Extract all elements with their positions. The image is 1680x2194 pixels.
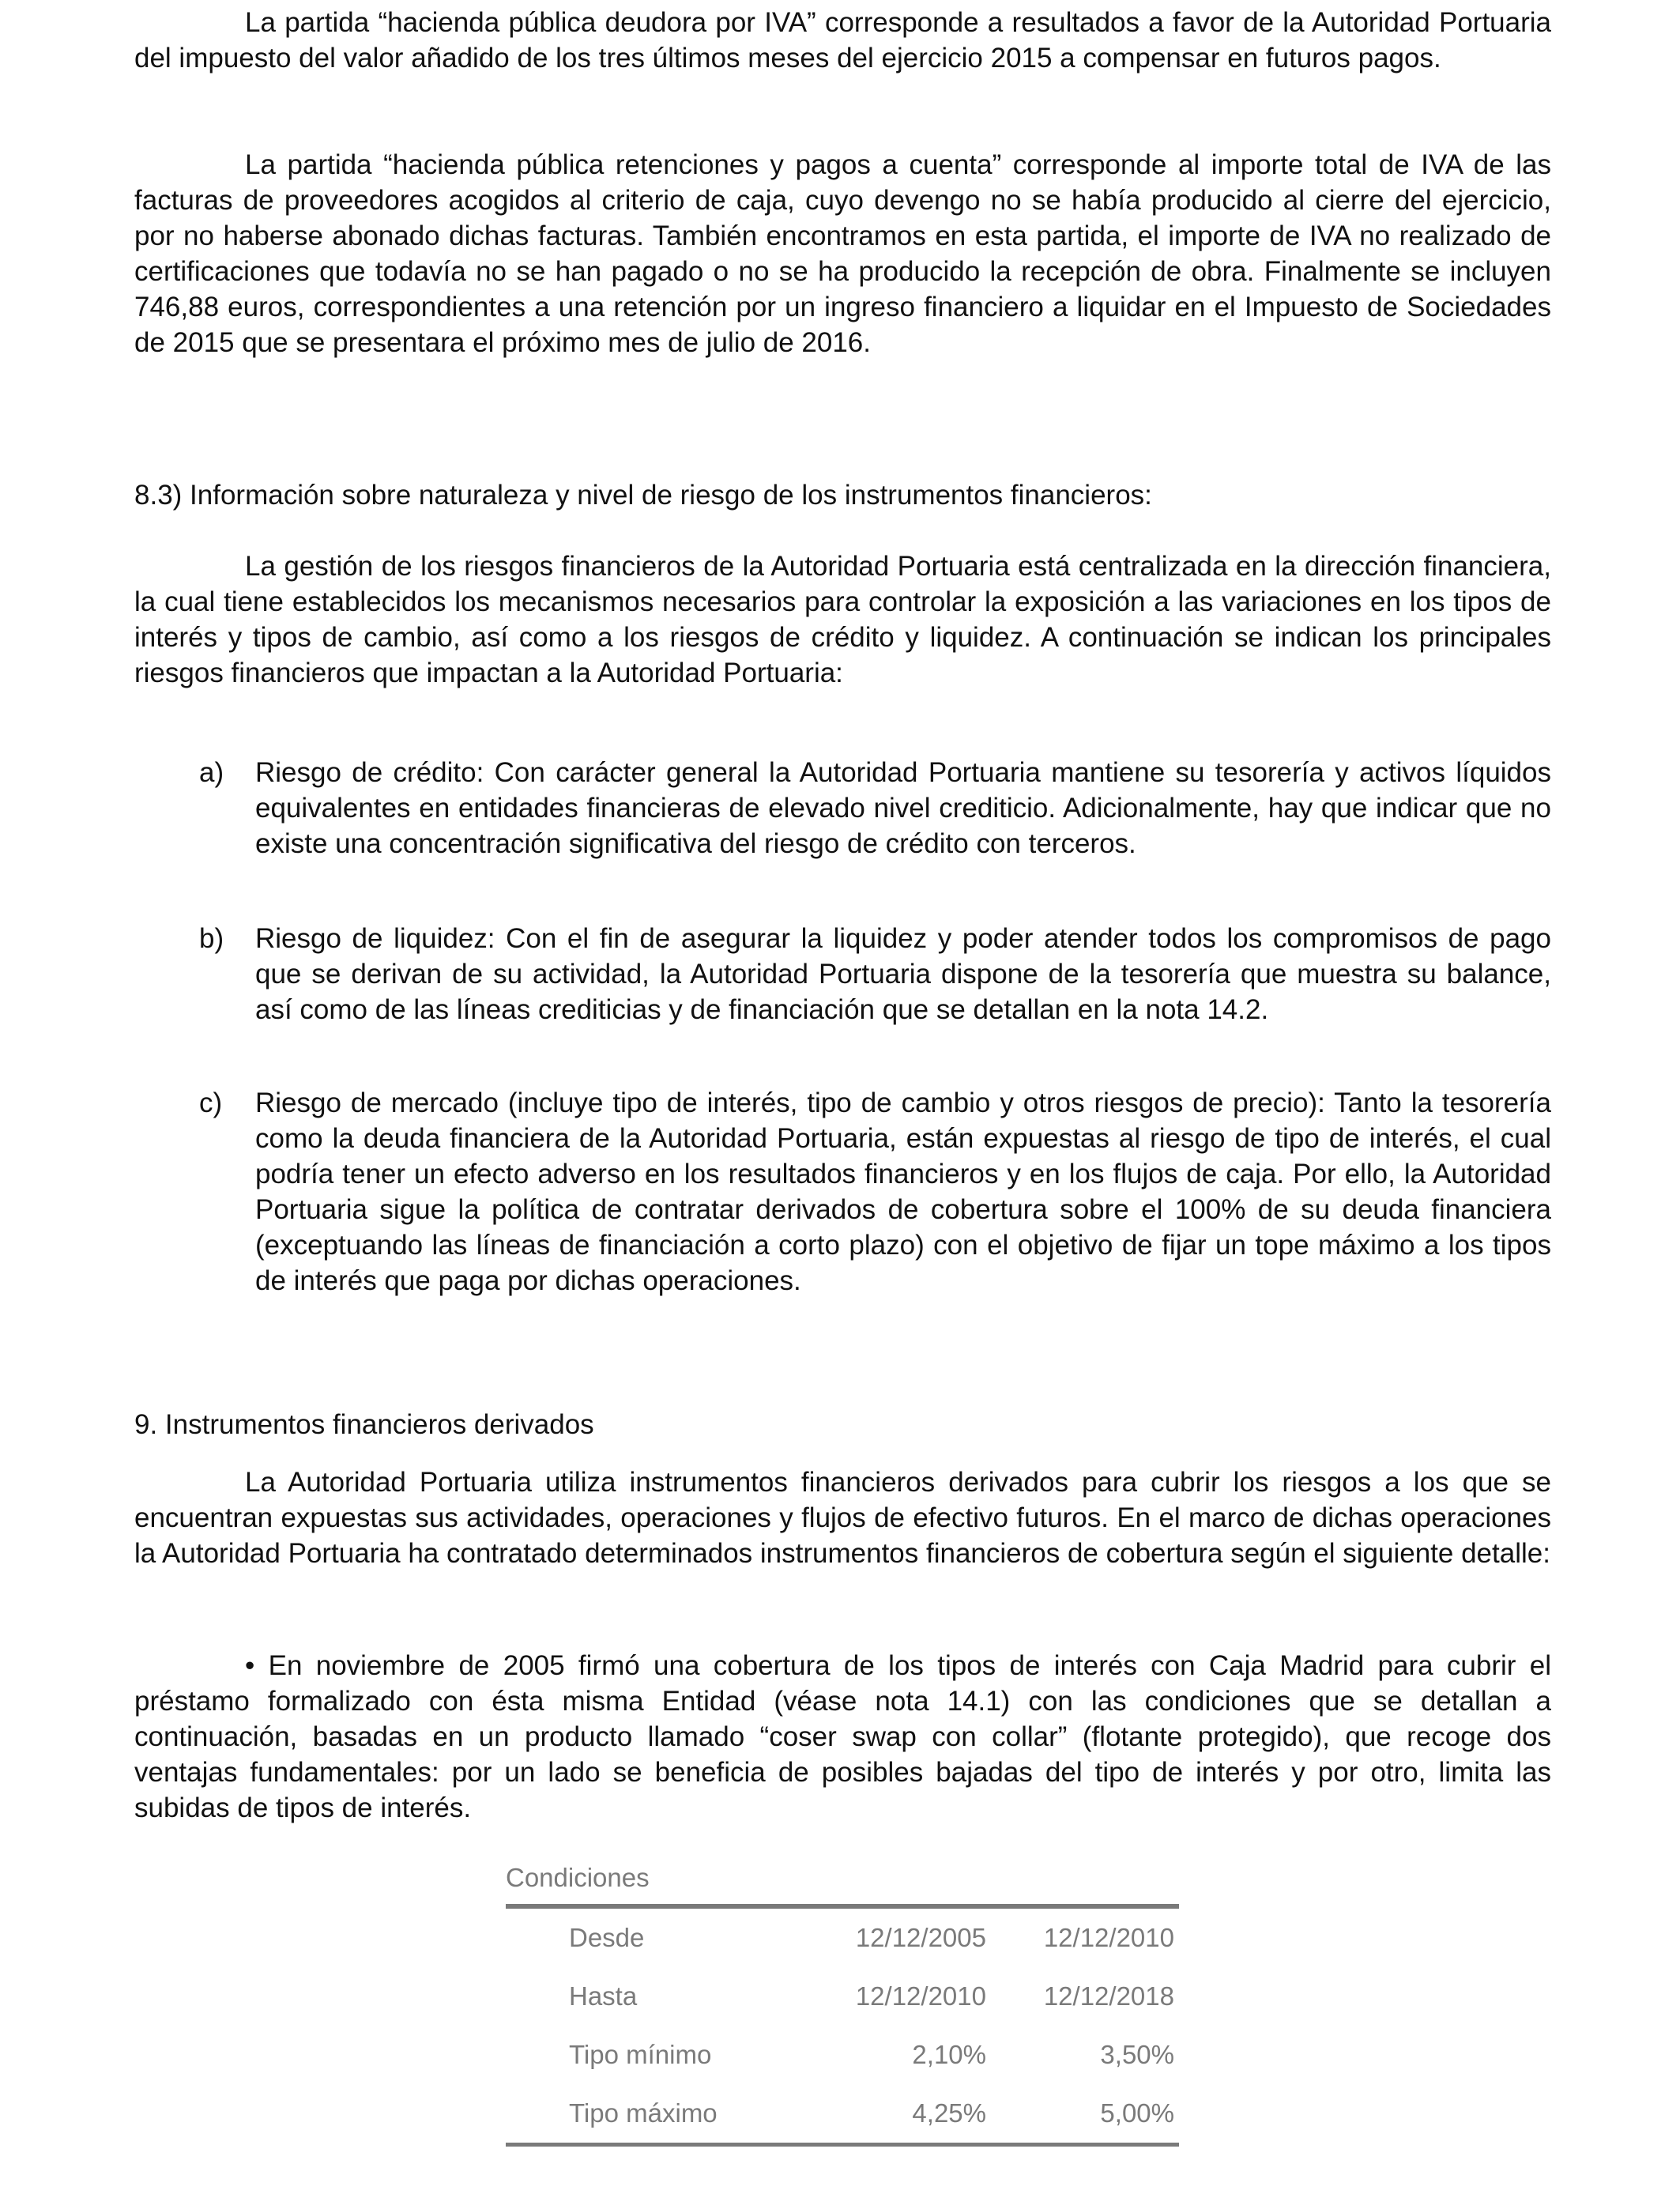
conditions-table — [506, 1863, 1179, 2147]
heading-8-3: 8.3) Información sobre naturaleza y nivel de riesgo de los instrumentos financieros: — [134, 480, 1152, 511]
bullet-marker: • — [245, 1650, 255, 1681]
row-value-1: 4,25% — [793, 2084, 986, 2145]
list-item-riesgo-mercado — [134, 1085, 1551, 1299]
table-row — [506, 2026, 1179, 2084]
heading-9: 9. Instrumentos financieros derivados — [134, 1409, 594, 1440]
row-label: Tipo mínimo — [569, 2040, 712, 2069]
table-row — [506, 1906, 1179, 1967]
row-value-1: 12/12/2005 — [855, 1923, 986, 1952]
table-header-row — [506, 1863, 1179, 1906]
paragraph-retenciones: La partida “hacienda pública retenciones y pagos a cuenta” corresponde al importe total de IVA de las facturas de proveedores acogidos al criterio de caja, cuyo devengo no se había producido al cierre del ejercicio, por no haberse abonado dichas facturas. También encontramos en esta partida, el importe de IVA no realizado de certificaciones que todavía no se han pagado o no se ha producido la recepción de obra. Finalmente se incluyen 746,88 euros, correspondientes a una retención por un ingreso financiero a liquidar en el Impuesto de Sociedades de 2015 que se presentara el próximo mes de julio de 2016. — [134, 149, 1551, 358]
paragraph-iva-deudora: La partida “hacienda pública deudora por IVA” corresponde a resultados a favor de la Autoridad Portuaria del impuesto del valor añadido de los tres últimos meses del ejercicio 2015 a compensar en futuros pagos. — [134, 7, 1551, 74]
list-item-riesgo-credito — [134, 755, 1551, 861]
row-label: Hasta — [569, 1981, 638, 2011]
table-row — [506, 1967, 1179, 2026]
list-marker: b) — [199, 923, 224, 954]
list-marker: c) — [199, 1088, 223, 1118]
row-value-2: 12/12/2010 — [1043, 1923, 1174, 1952]
paragraph-derivados: La Autoridad Portuaria utiliza instrumentos financieros derivados para cubrir los riesgos a los que se encuentran expuestas sus actividades, operaciones y flujos de efectivo futuros. En el marco de dichas operaciones la Autoridad Portuaria ha contratado determinados instrumentos financieros de cobertura según el siguiente detalle: — [134, 1467, 1551, 1569]
row-value-1: 2,10% — [912, 2040, 986, 2069]
list-item-riesgo-liquidez — [134, 921, 1551, 1027]
paragraph-gestion-riesgos: La gestión de los riesgos financieros de la Autoridad Portuaria está centralizada en la dirección financiera, la cual tiene establecidos los mecanismos necesarios para controlar la exposición a las variaciones en los tipos de interés y tipos de cambio, así como a los riesgos de crédito y liquidez. A continuación se indican los principales riesgos financieros que impactan a la Autoridad Portuaria: — [134, 551, 1551, 688]
list-item-text: Riesgo de liquidez: Con el fin de asegurar la liquidez y poder atender todos los compromisos de pago que se derivan de su actividad, la Autoridad Portuaria dispone de la tesorería que muestra su balance, así como de las líneas crediticias y de financiación que se detallan en la nota 14.2. — [255, 923, 1551, 1025]
table-row — [506, 2084, 1179, 2145]
row-value-2: 5,00% — [986, 2084, 1179, 2145]
row-label: Desde — [569, 1923, 645, 1952]
row-value-2: 3,50% — [1100, 2040, 1174, 2069]
bullet-text: En noviembre de 2005 firmó una cobertura de los tipos de interés con Caja Madrid para cubrir el préstamo formalizado con ésta misma Entidad (véase nota 14.1) con las condiciones que se detallan a continuación, basadas en un producto llamado “coser swap con collar” (flotante protegido), que recoge dos ventajas fundamentales: por un lado se beneficia de posibles bajadas del tipo de interés y por otro, limita las subidas de tipos de interés. — [134, 1650, 1551, 1823]
list-item-text: Riesgo de mercado (incluye tipo de interés, tipo de cambio y otros riesgos de precio): Tanto la tesorería como la deuda financiera de la Autoridad Portuaria, están expuestas al riesgo de tipo de interés, el cual podría tener un efecto adverso en los resultados financieros y en los flujos de caja. Por ello, la Autoridad Portuaria sigue la política de contratar derivados de cobertura sobre el 100% de su deuda financiera (exceptuando las líneas de financiación a corto plazo) con el objetivo de fijar un tope máximo a los tipos de interés que paga por dichas operaciones. — [255, 1088, 1551, 1296]
bullet-paragraph-cobertura — [134, 1648, 1551, 1826]
row-value-1: 12/12/2010 — [855, 1981, 986, 2011]
row-value-2: 12/12/2018 — [1043, 1981, 1174, 2011]
table-title: Condiciones — [506, 1863, 650, 1892]
list-marker: a) — [199, 757, 224, 788]
list-item-text: Riesgo de crédito: Con carácter general la Autoridad Portuaria mantiene su tesorería y activos líquidos equivalentes en entidades financieras de elevado nivel crediticio. Adicionalmente, hay que indicar que no existe una concentración significativa del riesgo de crédito con terceros. — [255, 757, 1551, 859]
row-label: Tipo máximo — [506, 2084, 793, 2145]
